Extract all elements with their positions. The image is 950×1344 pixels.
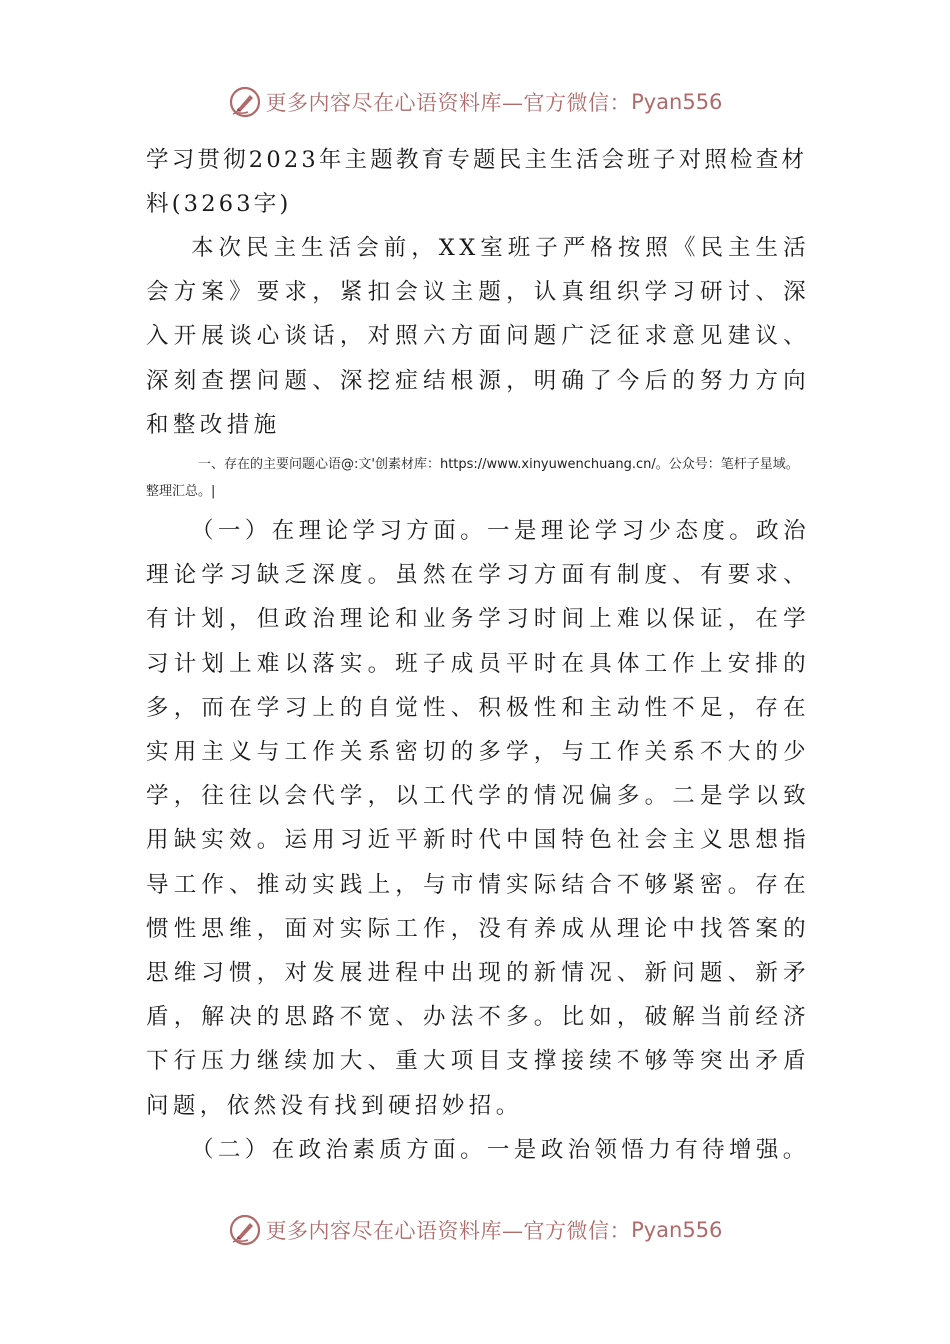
- document-title: 学习贯彻2023年主题教育专题民主生活会班子对照检查材料(3263字): [146, 147, 808, 217]
- banner-text: 更多内容尽在心语资料库—官方微信：: [265, 91, 632, 115]
- header-banner: [0, 82, 950, 122]
- document-body: [146, 138, 810, 1172]
- section-2-paragraph: （二）在政治素质方面。一是政治领悟力有待增强。: [191, 1136, 810, 1163]
- banner-text: 更多内容尽在心语资料库—官方微信：: [265, 1219, 632, 1243]
- footer-banner: [0, 1210, 950, 1250]
- pen-logo-icon: [228, 85, 262, 119]
- intro-paragraph: 本次民主生活会前，XX室班子严格按照《民主生活会方案》要求，紧扣会议主题，认真组织学习研讨、深入开展谈心谈话，对照六方面问题广泛征求意见建议、深刻查摆问题、深挖症结根源，明确了今后的努力方向和整改措施: [146, 235, 810, 438]
- pen-logo-icon: [228, 1213, 262, 1247]
- section-1-paragraph: （一）在理论学习方面。一是理论学习少态度。政治理论学习缺乏深度。虽然在学习方面有制度、有要求、有计划，但政治理论和业务学习时间上难以保证，在学习计划上难以落实。班子成员平时在具体工作上安排的多，而在学习上的自觉性、积极性和主动性不足，存在实用主义与工作关系密切的多学，与工作关系不大的少学，往往以会代学，以工代学的情况偏多。二是学以致用缺实效。运用习近平新时代中国特色社会主义思想指导工作、推动实践上，与市情实际结合不够紧密。存在惯性思维，面对实际工作，没有养成从理论中找答案的思维习惯，对发展进程中出现的新情况、新问题、新矛盾，解决的思路不宽、办法不多。比如，破解当前经济下行压力继续加大、重大项目支撑接续不够等突出矛盾问题，依然没有找到硬招妙招。: [146, 518, 810, 1119]
- banner-wechat-id: Pyan556: [631, 1218, 723, 1242]
- source-note: 一、存在的主要问题心语@:文'创素材库：https://www.xinyuwenchuang.cn/。公众号：笔杆子星域。整理汇总。|: [146, 457, 799, 500]
- banner-wechat-id: Pyan556: [631, 90, 723, 114]
